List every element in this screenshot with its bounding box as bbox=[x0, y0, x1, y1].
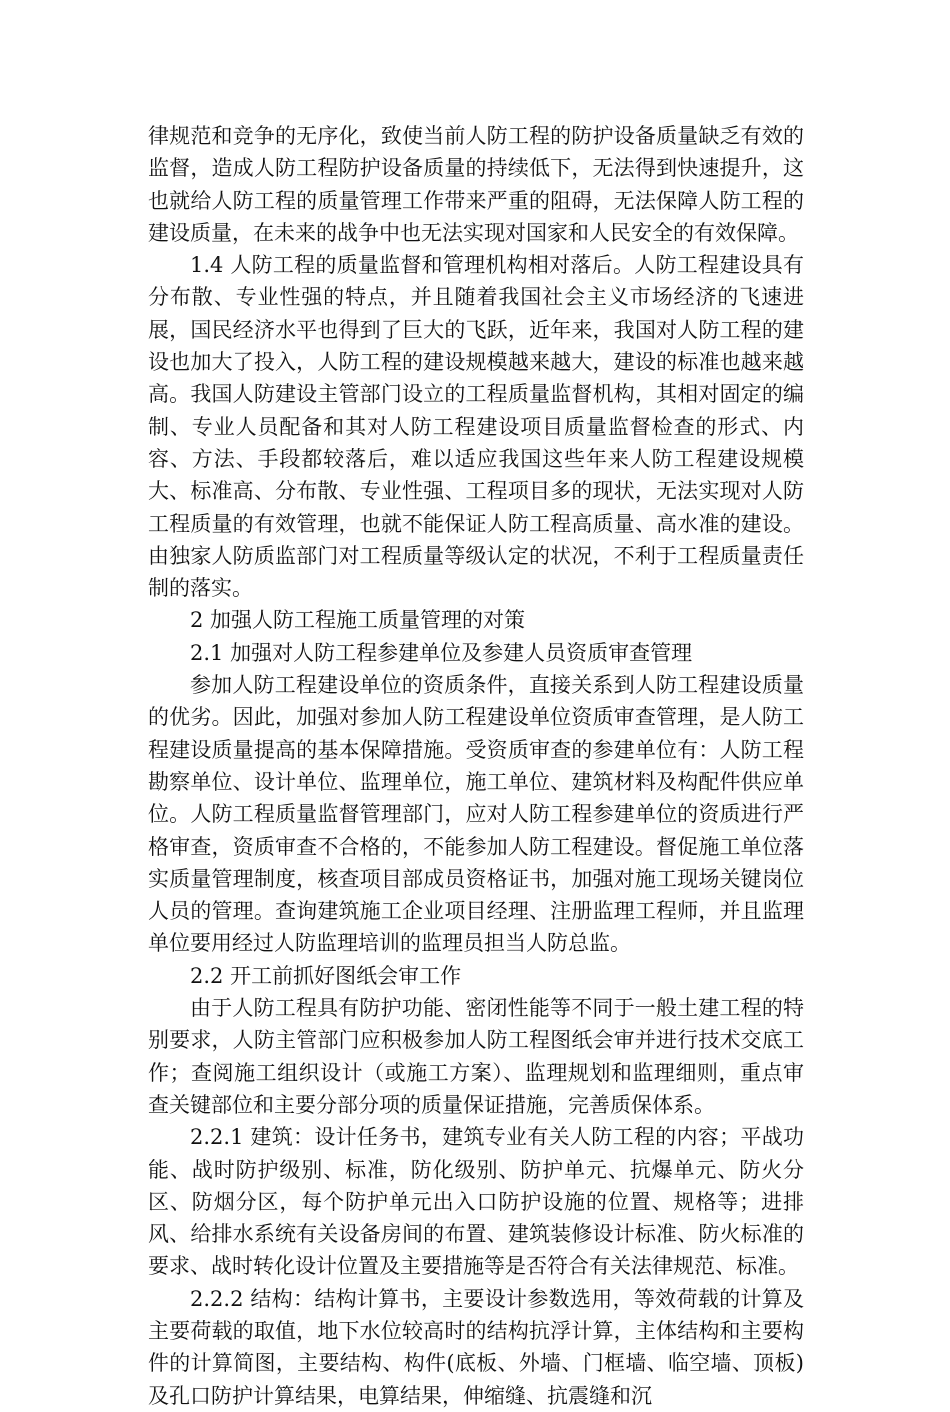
section-heading-2: 2 加强人防工程施工质量管理的对策 bbox=[190, 608, 526, 633]
paragraph-section-1-4: 1.4 人防工程的质量监督和管理机构相对落后。人防工程建设具有分布散、专业性强的特点，并且随着我国社会主义市场经济的飞速进展，国民经济水平也得到了巨大的飞跃，近年来，我国对人防工程的建设也加大了投入，人防工程的建设规模越来越大，建设的标准也越来越高。我国人防建设主管部门设立的工程质量监督机构，其相对固定的编制、专业人员配备和其对人防工程建设项目质量监督检查的形式、内容、方法、手段都较落后，难以适应我国这些年来人防工程建设规模大、标准高、分布散、专业性强、工程项目多的现状，无法实现对人防工程质量的有效管理，也就不能保证人防工程高质量、高水准的建设。由独家人防质监部门对工程质量等级认定的状况，不利于工程质量责任制的落实。 bbox=[148, 253, 804, 601]
paragraph-qualification-review: 参加人防工程建设单位的资质条件，直接关系到人防工程建设质量的优劣。因此，加强对参加人防工程建设单位资质审查管理，是人防工程建设质量提高的基本保障措施。受资质审查的参建单位有：人防工程勘察单位、设计单位、监理单位，施工单位、建筑材料及构配件供应单位。人防工程质量监督管理部门，应对人防工程参建单位的资质进行严格审查，资质审查不合格的，不能参加人防工程建设。督促施工单位落实质量管理制度，核查项目部成员资格证书，加强对施工现场关键岗位人员的管理。查询建筑施工企业项目经理、注册监理工程师，并且监理单位要用经过人防监理培训的监理员担当人防总监。 bbox=[148, 673, 804, 956]
subsection-heading-2-2: 2.2 开工前抓好图纸会审工作 bbox=[190, 963, 462, 988]
paragraph-architecture-2-2-1: 2.2.1 建筑：设计任务书，建筑专业有关人防工程的内容；平战功能、战时防护级别、标准，防化级别、防护单元、抗爆单元、防火分区、防烟分区，每个防护单元出入口防护设施的位置、规格等；进排风、给排水系统有关设备房间的布置、建筑装修设计标准、防火标准的要求、战时转化设计位置及主要措施等是否符合有关法律规范、标准。 bbox=[148, 1125, 804, 1279]
document-body bbox=[148, 120, 804, 1412]
subsection-heading-2-1: 2.1 加强对人防工程参建单位及参建人员资质审查管理 bbox=[190, 640, 693, 665]
paragraph-structure-2-2-2: 2.2.2 结构：结构计算书，主要设计参数选用，等效荷载的计算及主要荷载的取值，地下水位较高时的结构抗浮计算，主体结构和主要构件的计算简图，主要结构、构件(底板、外墙、门框墙、临空墙、顶板)及孔口防护计算结果，电算结果，伸缩缝、抗震缝和沉 bbox=[148, 1286, 804, 1408]
paragraph-drawing-review: 由于人防工程具有防护功能、密闭性能等不同于一般土建工程的特别要求，人防主管部门应积极参加人防工程图纸会审并进行技术交底工作；查阅施工组织设计（或施工方案）、监理规划和监理细则，重点审查关键部位和主要分部分项的质量保证措施，完善质保体系。 bbox=[148, 996, 804, 1117]
paragraph-continuation: 律规范和竞争的无序化，致使当前人防工程的防护设备质量缺乏有效的监督，造成人防工程防护设备质量的持续低下，无法得到快速提升，这也就给人防工程的质量管理工作带来严重的阻碍，无法保障人防工程的建设质量，在未来的战争中也无法实现对国家和人民安全的有效保障。 bbox=[148, 124, 804, 245]
